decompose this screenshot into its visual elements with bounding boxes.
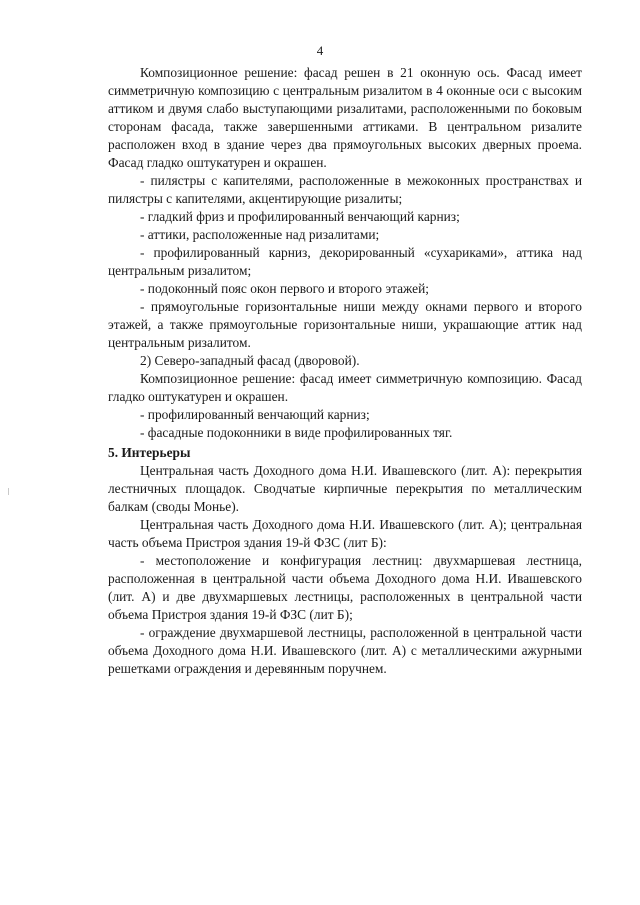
list-item-frieze: - гладкий фриз и профилированный венчающий карниз; bbox=[140, 209, 460, 224]
list-item-stair-layout: - местоположение и конфигурация лестниц: двухмаршевая лестница, расположенная в центральной части объема Доходного дома Н.И. Ивашевского (лит. А) и две двухмаршевых лестницы, расположенных в центральной части объема Пристроя здания 19-й ФЗС (лит Б); bbox=[108, 553, 582, 622]
list-item-niches: - прямоугольные горизонтальные ниши между окнами первого и второго этажей, а также прямоугольные горизонтальные ниши, украшающие аттик над центральным ризалитом. bbox=[108, 299, 582, 350]
paragraph-facade-composition: Композиционное решение: фасад решен в 21 оконную ось. Фасад имеет симметричную композицию с центральным ризалитом в 4 оконные оси с высоким аттиком и двумя слабо выступающими ризалитами, расположенными по боковым сторонам фасада, также завершенными аттиками. В центральном ризалите расположен вход в здание через два прямоугольных высоких дверных проема. Фасад гладко оштукатурен и окрашен. bbox=[108, 65, 582, 170]
section-heading-interiors: 5. Интерьеры bbox=[108, 445, 191, 460]
page-number: 4 bbox=[316, 43, 324, 58]
paragraph-northwest-facade: 2) Северо-западный фасад (дворовой). bbox=[140, 353, 360, 368]
list-item-pilasters: - пилястры с капителями, расположенные в межоконных пространствах и пилястры с капителями, акцентирующие ризалиты; bbox=[108, 173, 582, 206]
paragraph-northwest-composition: Композиционное решение: фасад имеет симметричную композицию. Фасад гладко оштукатурен и окрашен. bbox=[108, 371, 582, 404]
list-item-attics: - аттики, расположенные над ризалитами; bbox=[140, 227, 380, 242]
list-item-cornice: - профилированный карниз, декорированный «сухариками», аттика над центральным ризалитом; bbox=[108, 245, 582, 278]
list-item-stair-railing: - ограждение двухмаршевой лестницы, расположенной в центральной части объема Доходного дома Н.И. Ивашевского (лит. А) с металлическими ажурными решетками ограждения и деревянным поручнем. bbox=[108, 625, 582, 676]
paragraph-central-parts: Центральная часть Доходного дома Н.И. Ивашевского (лит. А); центральная часть объема Пристроя здания 19-й ФЗС (лит Б): bbox=[108, 517, 582, 550]
document-body bbox=[108, 64, 582, 678]
list-item-crowning-cornice: - профилированный венчающий карниз; bbox=[140, 407, 370, 422]
paragraph-landing-ceilings: Центральная часть Доходного дома Н.И. Ивашевского (лит. А): перекрытия лестничных площадок. Сводчатые кирпичные перекрытия по металлическим балкам (своды Монье). bbox=[108, 463, 582, 514]
list-item-window-sills: - фасадные подоконники в виде профилированных тяг. bbox=[140, 425, 453, 440]
list-item-window-belt: - подоконный пояс окон первого и второго этажей; bbox=[140, 281, 429, 296]
scan-artifact bbox=[8, 488, 9, 495]
